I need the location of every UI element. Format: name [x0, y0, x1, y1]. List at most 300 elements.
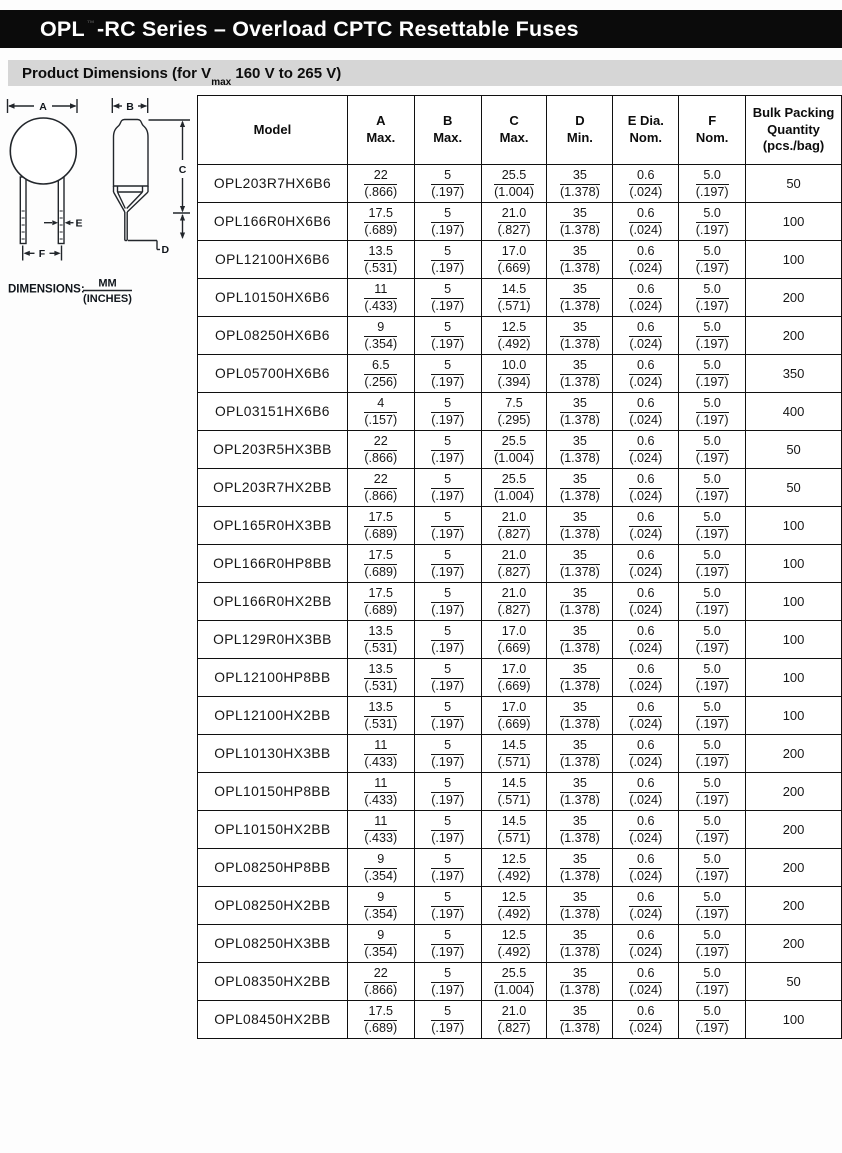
dimension-cell	[347, 963, 414, 1001]
dimension-cell	[414, 203, 481, 241]
mm-inch-fraction: $\frac{21.0}{(.827)}$	[497, 1004, 531, 1035]
quantity-cell: 50	[746, 431, 842, 469]
dimension-cell	[414, 925, 481, 963]
product-dimensions-table	[197, 95, 842, 1039]
mm-inch-fraction: $\frac{6.5}{(.256)}$	[364, 358, 398, 389]
mm-inch-fraction: $\frac{5.0}{(.197)}$	[695, 548, 729, 579]
model-cell: OPL12100HP8BB	[198, 659, 348, 697]
mm-inch-fraction: $\frac{5.0}{(.197)}$	[695, 738, 729, 769]
mm-inch-fraction: $\frac{5.0}{(.197)}$	[695, 1004, 729, 1035]
mm-inch-fraction: $\frac{5.0}{(.197)}$	[695, 434, 729, 465]
mm-inch-fraction: $\frac{5}{(.197)}$	[431, 662, 465, 693]
column-header: F Nom.	[679, 96, 746, 165]
dimension-cell	[613, 963, 679, 1001]
model-cell: OPL166R0HX2BB	[198, 583, 348, 621]
dimension-cell	[481, 279, 547, 317]
table-row	[198, 773, 842, 811]
mm-inch-fraction: $\frac{35}{(1.378)}$	[559, 586, 600, 617]
quantity-cell: 400	[746, 393, 842, 431]
dimension-cell	[547, 735, 613, 773]
table-row	[198, 165, 842, 203]
dimension-cell	[481, 203, 547, 241]
dimension-cell	[679, 659, 746, 697]
dimension-cell	[414, 659, 481, 697]
dimension-cell	[481, 849, 547, 887]
dimension-cell	[414, 317, 481, 355]
dimension-cell	[347, 697, 414, 735]
mm-inch-fraction: $\frac{35}{(1.378)}$	[559, 890, 600, 921]
mm-inch-fraction: $\frac{5}{(.197)}$	[431, 244, 465, 275]
units-inches: (INCHES)	[83, 293, 132, 305]
table-row	[198, 735, 842, 773]
mm-inch-fraction: $\frac{0.6}{(.024)}$	[629, 396, 663, 427]
mm-inch-fraction: $\frac{5.0}{(.197)}$	[695, 472, 729, 503]
mm-inch-fraction: $\frac{35}{(1.378)}$	[559, 776, 600, 807]
table-row	[198, 279, 842, 317]
dimension-cell	[613, 241, 679, 279]
mm-inch-fraction: $\frac{35}{(1.378)}$	[559, 358, 600, 389]
dimension-cell	[347, 887, 414, 925]
mm-inch-fraction: $\frac{0.6}{(.024)}$	[629, 662, 663, 693]
dimension-cell	[547, 545, 613, 583]
dimension-cell	[613, 393, 679, 431]
mm-inch-fraction: $\frac{0.6}{(.024)}$	[629, 738, 663, 769]
table-row	[198, 203, 842, 241]
quantity-cell: 200	[746, 925, 842, 963]
quantity-cell: 200	[746, 317, 842, 355]
mm-inch-fraction: $\frac{25.5}{(1.004)}$	[494, 168, 534, 199]
column-header: B Max.	[414, 96, 481, 165]
dimension-cell	[679, 697, 746, 735]
mm-inch-fraction: $\frac{35}{(1.378)}$	[559, 472, 600, 503]
mm-inch-fraction: $\frac{5}{(.197)}$	[431, 358, 465, 389]
mm-inch-fraction: $\frac{0.6}{(.024)}$	[629, 206, 663, 237]
mm-inch-fraction: $\frac{25.5}{(1.004)}$	[494, 434, 534, 465]
dimension-cell	[679, 583, 746, 621]
units-mm: MM	[98, 277, 117, 290]
model-cell: OPL08450HX2BB	[198, 1001, 348, 1039]
dimensions-label: DIMENSIONS:	[8, 283, 85, 296]
dimension-cell	[481, 773, 547, 811]
mm-inch-fraction: $\frac{9}{(.354)}$	[364, 890, 398, 921]
dimension-cell	[547, 697, 613, 735]
dimension-cell	[481, 431, 547, 469]
dimension-cell	[414, 735, 481, 773]
mm-inch-fraction: $\frac{12.5}{(.492)}$	[497, 852, 531, 883]
fuse-dimension-diagram	[0, 95, 200, 310]
mm-inch-fraction: $\frac{5}{(.197)}$	[431, 282, 465, 313]
mm-inch-fraction: $\frac{11}{(.433)}$	[364, 738, 398, 769]
mm-inch-fraction: $\frac{5}{(.197)}$	[431, 928, 465, 959]
table-row	[198, 583, 842, 621]
mm-inch-fraction: $\frac{14.5}{(.571)}$	[497, 282, 531, 313]
dimension-cell	[414, 241, 481, 279]
dimension-cell	[679, 545, 746, 583]
mm-inch-fraction: $\frac{12.5}{(.492)}$	[497, 890, 531, 921]
mm-inch-fraction: $\frac{5.0}{(.197)}$	[695, 320, 729, 351]
mm-inch-fraction: $\frac{11}{(.433)}$	[364, 814, 398, 845]
table-row	[198, 963, 842, 1001]
dimension-cell	[613, 925, 679, 963]
dimension-cell	[679, 621, 746, 659]
dimension-cell	[347, 811, 414, 849]
model-cell: OPL165R0HX3BB	[198, 507, 348, 545]
model-cell: OPL10150HX2BB	[198, 811, 348, 849]
model-cell: OPL129R0HX3BB	[198, 621, 348, 659]
dimension-cell	[613, 621, 679, 659]
mm-inch-fraction: $\frac{0.6}{(.024)}$	[629, 548, 663, 579]
dimension-cell	[481, 165, 547, 203]
dimension-cell	[547, 241, 613, 279]
table-body	[198, 165, 842, 1039]
dimension-cell	[481, 241, 547, 279]
mm-inch-fraction: $\frac{9}{(.354)}$	[364, 928, 398, 959]
dimension-cell	[679, 469, 746, 507]
mm-inch-fraction: $\frac{5}{(.197)}$	[431, 168, 465, 199]
mm-inch-fraction: $\frac{5}{(.197)}$	[431, 890, 465, 921]
mm-inch-fraction: $\frac{11}{(.433)}$	[364, 776, 398, 807]
column-header: E Dia. Nom.	[613, 96, 679, 165]
section-title: Product Dimensions (for $V_{max}$ 160 V to 265 V)	[22, 64, 342, 88]
dimension-cell	[481, 925, 547, 963]
mm-inch-fraction: $\frac{9}{(.354)}$	[364, 852, 398, 883]
dimension-cell	[547, 165, 613, 203]
mm-inch-fraction: $\frac{0.6}{(.024)}$	[629, 852, 663, 883]
mm-inch-fraction: $\frac{17.5}{(.689)}$	[364, 510, 398, 541]
quantity-cell: 50	[746, 165, 842, 203]
dimension-cell	[547, 1001, 613, 1039]
mm-inch-fraction: $\frac{35}{(1.378)}$	[559, 1004, 600, 1035]
dim-label-b: B	[126, 100, 134, 113]
dimension-cell	[347, 355, 414, 393]
dimension-cell	[679, 1001, 746, 1039]
dimension-cell	[414, 963, 481, 1001]
dimension-cell	[414, 545, 481, 583]
dimension-cell	[481, 355, 547, 393]
dimension-cell	[679, 811, 746, 849]
mm-inch-fraction: $\frac{35}{(1.378)}$	[559, 510, 600, 541]
mm-inch-fraction: $\frac{5}{(.197)}$	[431, 472, 465, 503]
mm-inch-fraction: $\frac{35}{(1.378)}$	[559, 548, 600, 579]
dimension-cell	[547, 431, 613, 469]
mm-inch-fraction: $\frac{35}{(1.378)}$	[559, 738, 600, 769]
mm-inch-fraction: $\frac{11}{(.433)}$	[364, 282, 398, 313]
table-row	[198, 469, 842, 507]
dimension-cell	[481, 811, 547, 849]
mm-inch-fraction: $\frac{0.6}{(.024)}$	[629, 244, 663, 275]
dimension-drawing	[0, 95, 200, 310]
quantity-cell: 200	[746, 773, 842, 811]
table-row	[198, 355, 842, 393]
dimension-cell	[547, 773, 613, 811]
column-header: Model	[198, 96, 348, 165]
dimension-cell	[414, 621, 481, 659]
mm-inch-fraction: $\frac{13.5}{(.531)}$	[364, 244, 398, 275]
mm-inch-fraction: $\frac{0.6}{(.024)}$	[629, 282, 663, 313]
mm-inch-fraction: $\frac{5.0}{(.197)}$	[695, 776, 729, 807]
dimension-cell	[347, 621, 414, 659]
mm-inch-fraction: $\frac{5}{(.197)}$	[431, 624, 465, 655]
mm-inch-fraction: $\frac{5.0}{(.197)}$	[695, 928, 729, 959]
mm-inch-fraction: $\frac{5}{(.197)}$	[431, 206, 465, 237]
mm-inch-fraction: $\frac{0.6}{(.024)}$	[629, 928, 663, 959]
dimension-cell	[481, 583, 547, 621]
mm-inch-fraction: $\frac{17.5}{(.689)}$	[364, 586, 398, 617]
mm-inch-fraction: $\frac{21.0}{(.827)}$	[497, 586, 531, 617]
dimension-cell	[547, 317, 613, 355]
quantity-cell: 100	[746, 241, 842, 279]
mm-inch-fraction: $\frac{5}{(.197)}$	[431, 434, 465, 465]
mm-inch-fraction: $\frac{22}{(.866)}$	[364, 966, 398, 997]
dimension-cell	[481, 507, 547, 545]
dimension-cell	[547, 659, 613, 697]
mm-inch-fraction: $\frac{35}{(1.378)}$	[559, 700, 600, 731]
dimension-cell	[414, 697, 481, 735]
mm-inch-fraction: $\frac{5}{(.197)}$	[431, 852, 465, 883]
dimension-cell	[347, 279, 414, 317]
vmax-subscript: max	[211, 76, 232, 88]
mm-inch-fraction: $\frac{22}{(.866)}$	[364, 434, 398, 465]
mm-inch-fraction: $\frac{5}{(.197)}$	[431, 396, 465, 427]
model-cell: OPL03151HX6B6	[198, 393, 348, 431]
quantity-cell: 200	[746, 849, 842, 887]
dimension-cell	[547, 469, 613, 507]
dimension-cell	[679, 317, 746, 355]
dimension-cell	[679, 735, 746, 773]
dimension-cell	[613, 773, 679, 811]
model-cell: OPL08250HX6B6	[198, 317, 348, 355]
mm-inch-fraction: $\frac{5}{(.197)}$	[431, 700, 465, 731]
mm-inch-fraction: $\frac{0.6}{(.024)}$	[629, 320, 663, 351]
model-cell: OPL10150HP8BB	[198, 773, 348, 811]
mm-inch-fraction: $\frac{12.5}{(.492)}$	[497, 928, 531, 959]
dimension-cell	[679, 241, 746, 279]
dimension-cell	[347, 393, 414, 431]
mm-inch-fraction: $\frac{25.5}{(1.004)}$	[494, 472, 534, 503]
dimension-cell	[481, 887, 547, 925]
mm-inch-fraction: $\frac{5.0}{(.197)}$	[695, 206, 729, 237]
dimension-cell	[414, 469, 481, 507]
mm-inch-fraction: $\frac{17.5}{(.689)}$	[364, 548, 398, 579]
dim-label-f: F	[38, 248, 46, 260]
dimension-cell	[679, 355, 746, 393]
dimension-cell	[347, 849, 414, 887]
dimension-cell	[347, 925, 414, 963]
mm-inch-fraction: $\frac{35}{(1.378)}$	[559, 206, 600, 237]
dimension-cell	[679, 507, 746, 545]
mm-inch-fraction: $\frac{22}{(.866)}$	[364, 168, 398, 199]
page-title: -RC Series – Overload CPTC Resettable Fuses	[97, 16, 579, 41]
dimension-cell	[347, 507, 414, 545]
mm-inch-fraction: $\frac{5.0}{(.197)}$	[695, 244, 729, 275]
quantity-cell: 200	[746, 279, 842, 317]
dimension-cell	[547, 583, 613, 621]
mm-inch-fraction: $\frac{35}{(1.378)}$	[559, 396, 600, 427]
mm-inch-fraction: $\frac{5}{(.197)}$	[431, 510, 465, 541]
mm-inch-fraction: $\frac{5}{(.197)}$	[431, 966, 465, 997]
model-cell: OPL203R7HX2BB	[198, 469, 348, 507]
mm-inch-fraction: $\frac{17.0}{(.669)}$	[497, 624, 531, 655]
dimension-cell	[414, 849, 481, 887]
column-header: Bulk Packing Quantity (pcs./bag)	[746, 96, 842, 165]
mm-inch-fraction: $\frac{0.6}{(.024)}$	[629, 586, 663, 617]
dimension-cell	[347, 165, 414, 203]
dimension-cell	[679, 849, 746, 887]
mm-inch-fraction: $\frac{0.6}{(.024)}$	[629, 814, 663, 845]
dimension-cell	[347, 583, 414, 621]
dimension-cell	[547, 887, 613, 925]
model-cell: OPL10150HX6B6	[198, 279, 348, 317]
mm-inch-fraction: $\frac{0.6}{(.024)}$	[629, 168, 663, 199]
dimension-cell	[414, 1001, 481, 1039]
mm-inch-fraction: $\frac{35}{(1.378)}$	[559, 168, 600, 199]
table-row	[198, 393, 842, 431]
dimension-cell	[481, 317, 547, 355]
mm-inch-fraction: $\frac{4}{(.157)}$	[364, 396, 398, 427]
dimension-cell	[414, 165, 481, 203]
model-cell: OPL203R5HX3BB	[198, 431, 348, 469]
dimension-cell	[347, 203, 414, 241]
mm-inch-fraction: $\frac{12.5}{(.492)}$	[497, 320, 531, 351]
mm-inch-fraction: $\frac{25.5}{(1.004)}$	[494, 966, 534, 997]
dimension-cell	[613, 887, 679, 925]
mm-inch-fraction: $\frac{0.6}{(.024)}$	[629, 890, 663, 921]
column-header: C Max.	[481, 96, 547, 165]
table-header-row	[198, 96, 842, 165]
dimension-cell	[547, 963, 613, 1001]
mm-inch-fraction: $\frac{35}{(1.378)}$	[559, 320, 600, 351]
dimension-cell	[414, 773, 481, 811]
table-row	[198, 887, 842, 925]
page-title-prefix: OPL	[40, 16, 85, 41]
dimension-cell	[414, 507, 481, 545]
mm-inch-fraction: $\frac{17.5}{(.689)}$	[364, 1004, 398, 1035]
dimension-cell	[347, 241, 414, 279]
model-cell: OPL08250HX2BB	[198, 887, 348, 925]
dimension-cell	[414, 279, 481, 317]
model-cell: OPL166R0HX6B6	[198, 203, 348, 241]
dimension-cell	[613, 735, 679, 773]
table-row	[198, 317, 842, 355]
dimension-cell	[679, 887, 746, 925]
dimension-cell	[347, 659, 414, 697]
dimension-cell	[679, 165, 746, 203]
dimension-cell	[613, 279, 679, 317]
dimension-cell	[481, 621, 547, 659]
dimension-cell	[547, 925, 613, 963]
quantity-cell: 200	[746, 735, 842, 773]
mm-inch-fraction: $\frac{14.5}{(.571)}$	[497, 776, 531, 807]
mm-inch-fraction: $\frac{5}{(.197)}$	[431, 548, 465, 579]
dimension-cell	[613, 583, 679, 621]
mm-inch-fraction: $\frac{5}{(.197)}$	[431, 776, 465, 807]
mm-inch-fraction: $\frac{5.0}{(.197)}$	[695, 662, 729, 693]
mm-inch-fraction: $\frac{5.0}{(.197)}$	[695, 168, 729, 199]
mm-inch-fraction: $\frac{17.5}{(.689)}$	[364, 206, 398, 237]
mm-inch-fraction: $\frac{35}{(1.378)}$	[559, 966, 600, 997]
mm-inch-fraction: $\frac{0.6}{(.024)}$	[629, 700, 663, 731]
quantity-cell: 100	[746, 659, 842, 697]
mm-inch-fraction: $\frac{0.6}{(.024)}$	[629, 472, 663, 503]
dimension-cell	[414, 583, 481, 621]
mm-inch-fraction: $\frac{5.0}{(.197)}$	[695, 700, 729, 731]
mm-inch-fraction: $\frac{9}{(.354)}$	[364, 320, 398, 351]
dimension-cell	[679, 773, 746, 811]
mm-inch-fraction: $\frac{7.5}{(.295)}$	[497, 396, 531, 427]
dimension-cell	[481, 469, 547, 507]
table-row	[198, 925, 842, 963]
dimension-cell	[547, 621, 613, 659]
mm-inch-fraction: $\frac{0.6}{(.024)}$	[629, 434, 663, 465]
model-cell: OPL166R0HP8BB	[198, 545, 348, 583]
mm-inch-fraction: $\frac{14.5}{(.571)}$	[497, 814, 531, 845]
dim-label-a: A	[39, 100, 47, 113]
dimension-cell	[347, 735, 414, 773]
quantity-cell: 100	[746, 203, 842, 241]
dimension-cell	[613, 203, 679, 241]
dimension-cell	[613, 659, 679, 697]
dimension-cell	[679, 393, 746, 431]
quantity-cell: 200	[746, 811, 842, 849]
dimension-cell	[547, 355, 613, 393]
mm-inch-fraction: $\frac{17.0}{(.669)}$	[497, 662, 531, 693]
dimension-cell	[414, 887, 481, 925]
quantity-cell: 100	[746, 697, 842, 735]
mm-inch-fraction: $\frac{5}{(.197)}$	[431, 320, 465, 351]
dimension-cell	[613, 697, 679, 735]
model-cell: OPL203R7HX6B6	[198, 165, 348, 203]
mm-inch-fraction: $\frac{5}{(.197)}$	[431, 738, 465, 769]
quantity-cell: 100	[746, 545, 842, 583]
mm-inch-fraction: $\frac{14.5}{(.571)}$	[497, 738, 531, 769]
mm-inch-fraction: $\frac{5}{(.197)}$	[431, 814, 465, 845]
dimension-cell	[613, 317, 679, 355]
mm-inch-fraction: $\frac{35}{(1.378)}$	[559, 814, 600, 845]
dimension-cell	[481, 963, 547, 1001]
table-row	[198, 545, 842, 583]
mm-inch-fraction: $\frac{5.0}{(.197)}$	[695, 624, 729, 655]
dimension-cell	[679, 925, 746, 963]
model-cell: OPL12100HX2BB	[198, 697, 348, 735]
dimension-cell	[547, 507, 613, 545]
mm-inch-fraction: $\frac{21.0}{(.827)}$	[497, 206, 531, 237]
mm-inch-fraction: $\frac{13.5}{(.531)}$	[364, 624, 398, 655]
mm-inch-fraction: $\frac{35}{(1.378)}$	[559, 282, 600, 313]
quantity-cell: 100	[746, 583, 842, 621]
mm-inch-fraction: $\frac{21.0}{(.827)}$	[497, 548, 531, 579]
trademark-symbol: ™	[86, 19, 95, 28]
dimension-cell	[613, 165, 679, 203]
mm-inch-fraction: $\frac{5.0}{(.197)}$	[695, 890, 729, 921]
model-cell: OPL10130HX3BB	[198, 735, 348, 773]
table-row	[198, 241, 842, 279]
mm-inch-fraction: $\frac{10.0}{(.394)}$	[497, 358, 531, 389]
quantity-cell: 100	[746, 621, 842, 659]
dimension-cell	[347, 1001, 414, 1039]
dimension-cell	[414, 431, 481, 469]
mm-inch-fraction: $\frac{0.6}{(.024)}$	[629, 358, 663, 389]
mm-inch-fraction: $\frac{17.0}{(.669)}$	[497, 700, 531, 731]
table-row	[198, 849, 842, 887]
dimension-cell	[414, 811, 481, 849]
quantity-cell: 50	[746, 963, 842, 1001]
table-row	[198, 697, 842, 735]
mm-inch-fraction: $\frac{35}{(1.378)}$	[559, 928, 600, 959]
dimension-cell	[547, 393, 613, 431]
dimension-cell	[481, 735, 547, 773]
dim-label-d: D	[161, 244, 170, 256]
dimension-cell	[679, 431, 746, 469]
